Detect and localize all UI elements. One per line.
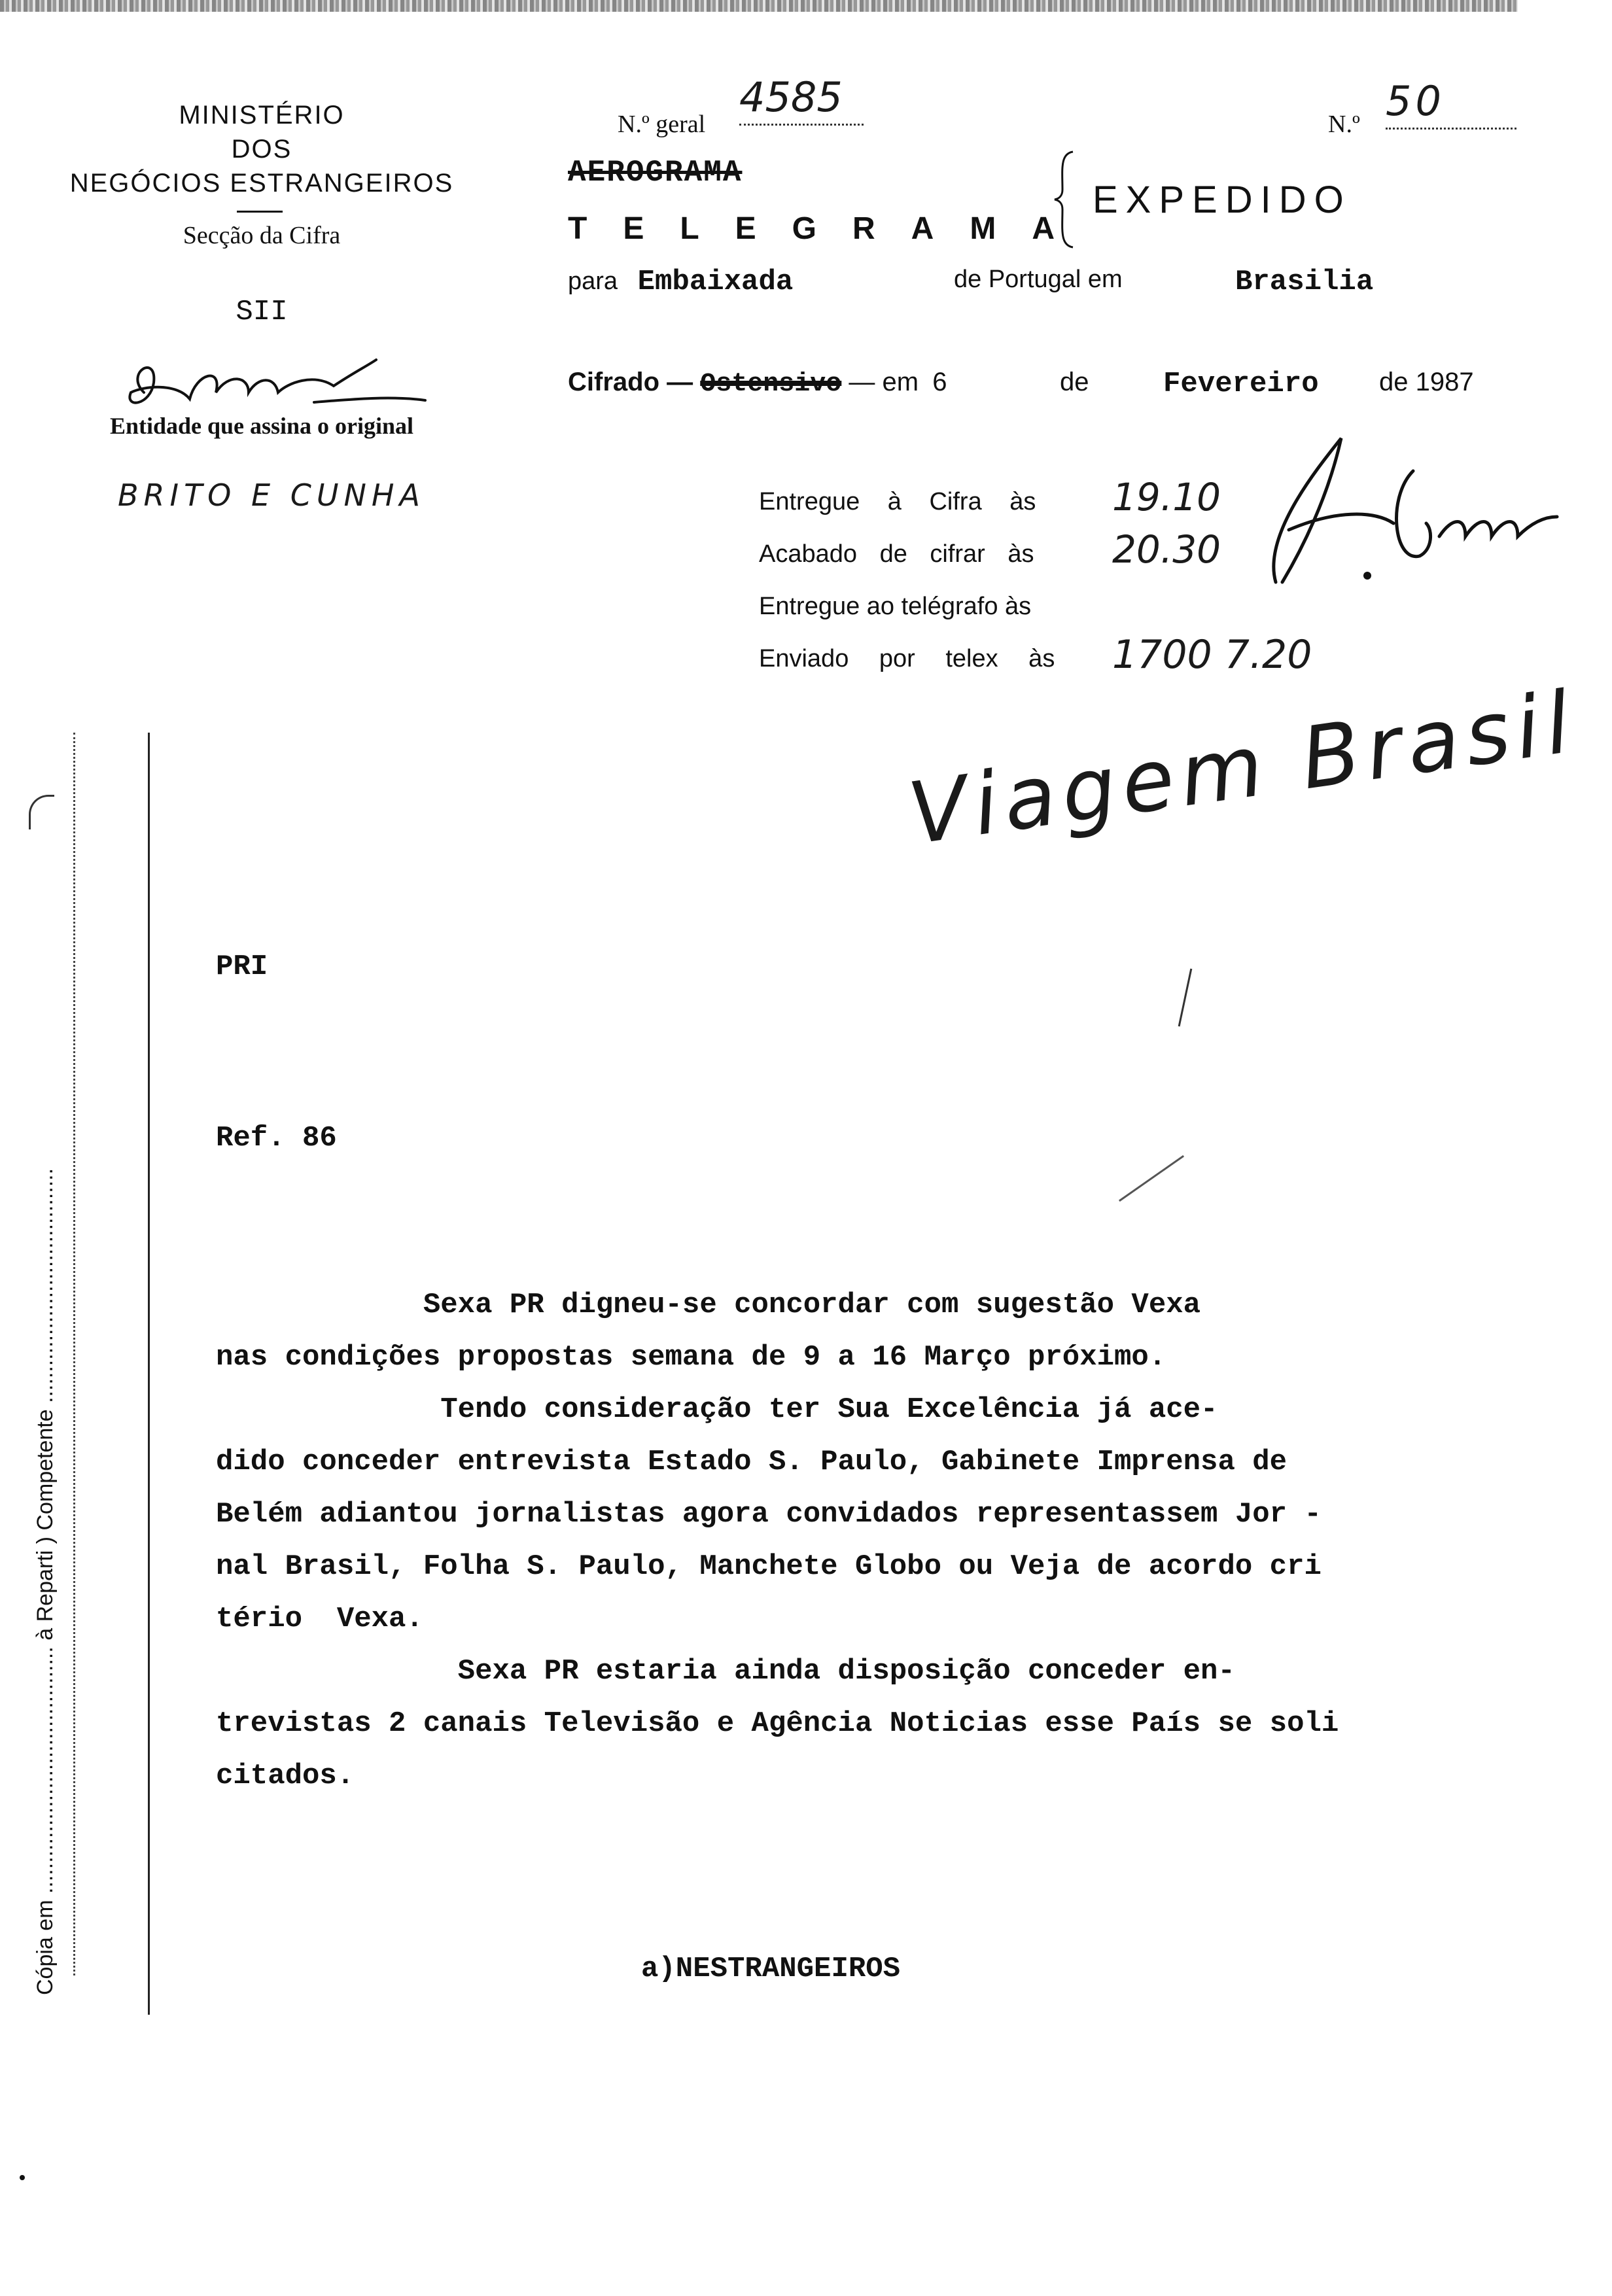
time-value-2: 20.30 bbox=[1112, 527, 1221, 572]
de-label: de bbox=[1060, 368, 1089, 396]
destination-city: Brasilia bbox=[1235, 266, 1374, 298]
scan-edge-noise bbox=[0, 0, 1518, 12]
em-label: — em bbox=[849, 368, 919, 396]
recipient: Embaixada bbox=[637, 266, 794, 298]
message-line-2: nas condições propostas semana de 9 a 16 Março próximo. bbox=[216, 1341, 1166, 1374]
number-value: 50 bbox=[1386, 77, 1516, 130]
time-label-3: Entregue ao telégrafo às bbox=[759, 593, 1032, 620]
cifrado-label: Cifrado — bbox=[568, 368, 693, 396]
message-line-4: dido conceder entrevista Estado S. Paulo, Gabinete Imprensa de bbox=[216, 1446, 1288, 1478]
section-divider bbox=[237, 211, 283, 213]
message-line-10: citados. bbox=[216, 1760, 355, 1792]
margin-dotted-line bbox=[73, 733, 75, 1975]
dispatch-line bbox=[568, 368, 1497, 399]
message-line-3: Tendo consideração ter Sua Excelência já ace- bbox=[216, 1393, 1218, 1426]
time-row-3 bbox=[759, 593, 1031, 621]
time-label-1: Entregue à Cifra às bbox=[759, 488, 1036, 515]
message-line-7: tério Vexa. bbox=[216, 1603, 423, 1635]
month: Fevereiro bbox=[1163, 368, 1319, 400]
message-line-1: Sexa PR digneu-se concordar com sugestão Vexa bbox=[216, 1289, 1201, 1321]
time-label-2: Acabado de cifrar às bbox=[759, 540, 1034, 568]
ministry-line-3: NEGÓCIOS ESTRANGEIROS bbox=[69, 169, 454, 198]
priority: PRI bbox=[216, 950, 268, 983]
de-portugal-label: de Portugal em bbox=[954, 266, 1123, 293]
number-label: N.º bbox=[1328, 111, 1360, 138]
time-row-4 bbox=[759, 632, 1312, 678]
time-value-4: 1700 7.20 bbox=[1112, 632, 1312, 678]
message-line-5: Belém adiantou jornalistas agora convidados representassem Jor - bbox=[216, 1498, 1322, 1531]
n-geral-value: 4585 bbox=[739, 73, 864, 126]
message-signature: a)NESTRANGEIROS bbox=[641, 1953, 901, 1985]
day: 6 bbox=[932, 368, 947, 396]
scan-dot bbox=[20, 2175, 25, 2180]
time-row-1 bbox=[759, 475, 1221, 519]
time-label-4: Enviado por telex às bbox=[759, 645, 1055, 672]
curly-brace bbox=[1053, 150, 1079, 249]
margin-mark bbox=[29, 795, 54, 829]
signature-scribble bbox=[118, 347, 432, 419]
time-value-1: 19.10 bbox=[1112, 475, 1221, 519]
message-line-8: Sexa PR estaria ainda disposição conceder en- bbox=[216, 1655, 1235, 1688]
type-aerograma-struck: AEROGRAMA bbox=[568, 156, 743, 190]
signatory-label: Entidade que assina o original bbox=[109, 413, 414, 439]
ostensivo-struck: Ostensivo bbox=[700, 370, 842, 399]
side-margin-text: Cópia em ........................................ à Reparti ) Competente ...................................... bbox=[33, 1168, 58, 1995]
year: de 1987 bbox=[1379, 368, 1474, 396]
scan-mark bbox=[1178, 969, 1193, 1027]
n-geral-label: N.º geral bbox=[618, 111, 706, 138]
ministry-line-1: MINISTÉRIO bbox=[179, 101, 345, 130]
handwritten-note: Viagem Brasil bbox=[903, 672, 1583, 864]
section-code: SII bbox=[236, 296, 288, 328]
signatory-name: BRITO E CUNHA bbox=[118, 478, 425, 513]
para-label: para bbox=[568, 268, 618, 295]
official-signature bbox=[1236, 419, 1564, 602]
time-row-2 bbox=[759, 527, 1221, 572]
status-expedido: EXPEDIDO bbox=[1093, 179, 1352, 221]
ministry-line-2: DOS bbox=[231, 135, 292, 164]
reference: Ref. 86 bbox=[216, 1122, 337, 1155]
ministry-header bbox=[39, 98, 484, 200]
type-telegrama: TELEGRAMA bbox=[568, 211, 1091, 246]
message-line-9: trevistas 2 canais Televisão e Agência Noticias esse País se soli bbox=[216, 1707, 1339, 1740]
section-name: Secção da Cifra bbox=[183, 222, 341, 249]
routing-line bbox=[568, 266, 1431, 298]
scan-mark bbox=[1119, 1155, 1184, 1202]
margin-rule bbox=[148, 733, 150, 2015]
message-line-6: nal Brasil, Folha S. Paulo, Manchete Globo ou Veja de acordo cri bbox=[216, 1550, 1322, 1583]
